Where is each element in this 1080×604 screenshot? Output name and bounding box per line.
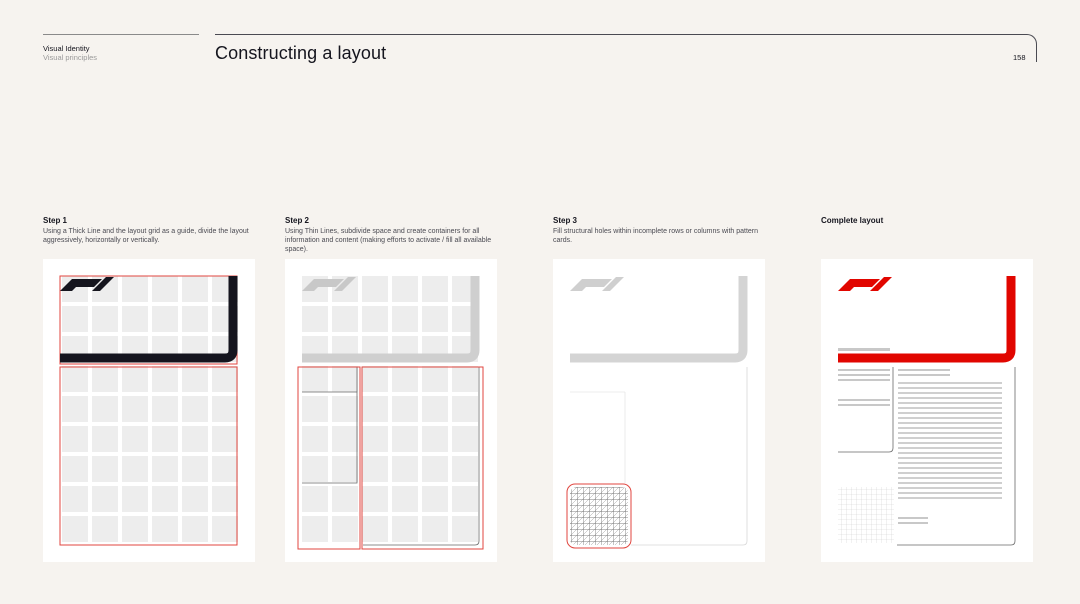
- step-3-body: Fill structural holes within incomplete rows or columns with pattern cards.: [553, 228, 759, 244]
- guide-box-right: [362, 367, 483, 549]
- f1-logo-icon: [838, 276, 894, 291]
- complete-layout-card: [821, 259, 1033, 562]
- complete-layout-title: Complete layout: [821, 216, 884, 225]
- complete-layout-caption: [821, 216, 1036, 227]
- pattern-card: [838, 487, 894, 543]
- step-3-title: Step 3: [553, 216, 578, 225]
- page-number: 158: [1013, 53, 1026, 62]
- f1-logo-icon: [570, 276, 626, 291]
- f1-logo-icon: [60, 276, 116, 291]
- step-3-layout-card: [553, 259, 765, 562]
- page-title: Constructing a layout: [215, 43, 387, 63]
- section-title: Visual Identity: [43, 44, 90, 53]
- guide-box-bottom: [60, 367, 237, 545]
- step-2-body: Using Thin Lines, subdivide space and create containers for all information and content (making efforts to activate / fill all available space).: [285, 228, 492, 253]
- step-2-layout-card: [285, 259, 497, 562]
- f1-logo-icon: [302, 276, 358, 291]
- pattern-card: [570, 487, 628, 545]
- section-subtitle: Visual principles: [43, 53, 98, 62]
- step-1-title: Step 1: [43, 216, 68, 225]
- step-3-caption: [553, 216, 768, 245]
- header-rule-left: [43, 34, 199, 35]
- step-1-body: Using a Thick Line and the layout grid as a guide, divide the layout aggressively, horizontally or vertically.: [43, 228, 249, 244]
- step-1-layout-card: [43, 259, 255, 562]
- step-3-guides: [553, 259, 765, 562]
- guide-box-left: [298, 367, 360, 549]
- step-1-caption: [43, 216, 258, 245]
- step-1-guides: [43, 259, 255, 562]
- complete-layout-graphic: [821, 259, 1033, 562]
- step-2-caption: [285, 216, 500, 254]
- step-2-guides: [285, 259, 497, 562]
- step-2-title: Step 2: [285, 216, 310, 225]
